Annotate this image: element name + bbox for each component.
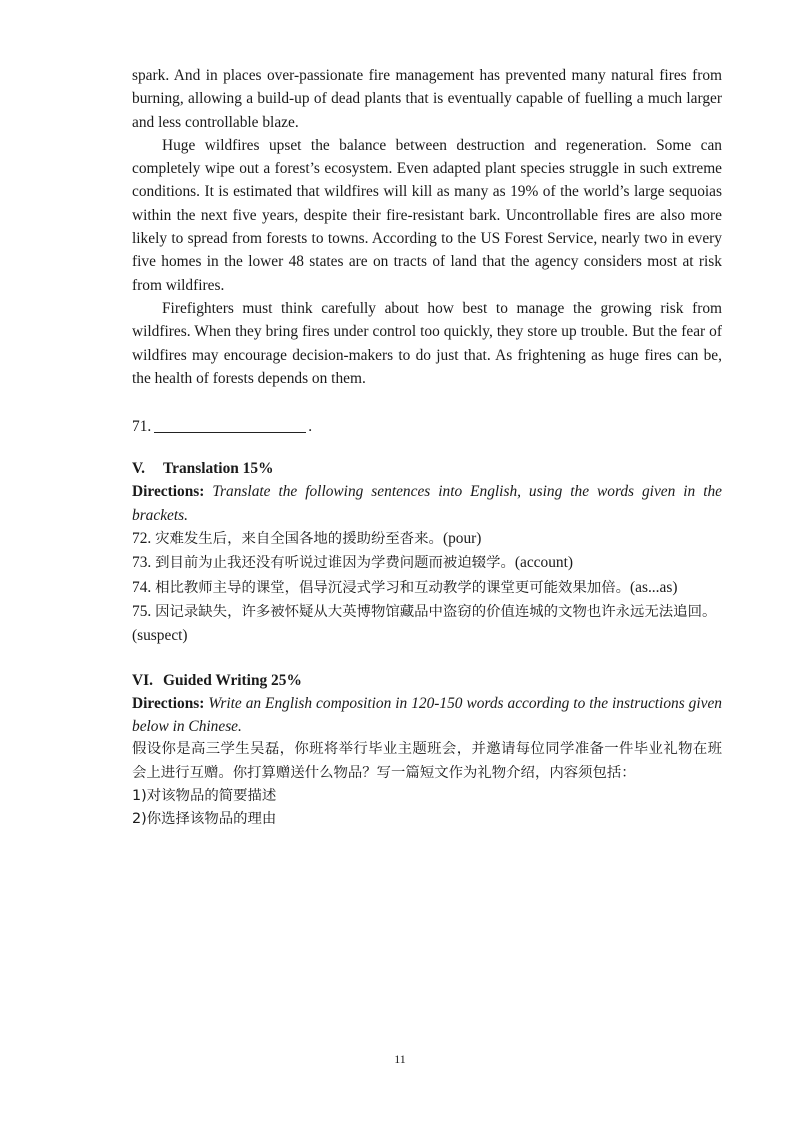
reading-paragraph: Firefighters must think carefully about how best to manage the growing risk from wildfires. When they bring fires under control too quickly, they store up trouble. But the fear of wildfires may encourage decision-makers to do just that. As frightening as huge fires can be, the health of forests depends on them. bbox=[132, 299, 722, 387]
translation-item-75 bbox=[132, 600, 722, 648]
translation-section-title: Translation 15% bbox=[163, 460, 274, 478]
question-71 bbox=[132, 414, 722, 438]
item-text: 到目前为止我还没有听说过谁因为学费问题而被迫辍学。 bbox=[155, 555, 515, 572]
item-text: 相比教师主导的课堂，倡导沉浸式学习和互动教学的课堂更可能效果加倍。 bbox=[155, 579, 631, 596]
directions-label: Directions: bbox=[132, 483, 205, 501]
item-hint: (pour) bbox=[442, 530, 482, 548]
reading-paragraph: spark. And in places over-passionate fire management has prevented many natural fires from burning, allowing a build-up of dead plants that is eventually capable of fuelling a much larger and less controllable blaze. bbox=[132, 67, 722, 131]
item-number: 75. bbox=[132, 602, 152, 620]
writing-section-number: VI. bbox=[132, 671, 153, 689]
item-text: 因记录缺失，许多被怀疑从大英博物馆藏品中盗窃的价值连城的文物也许永远无法追回。 bbox=[155, 603, 717, 620]
directions-text: Write an English composition in 120-150 words according to the instructions given below in Chinese. bbox=[132, 694, 722, 736]
reading-paragraph: Huge wildfires upset the balance between destruction and regeneration. Some can completely wipe out a forest’s ecosystem. Even adapted plant species struggle in such extreme conditions. It is estimated that wildfires will kill as many as 19% of the world’s large sequoias within the next five years, despite their fire-resistant bark. Uncontrollable fires are also more likely to spread from forests to towns. According to the US Forest Service, nearly two in every five homes in the lower 48 states are on tracts of land that the agency considers most at risk from wildfires. bbox=[132, 136, 722, 294]
writing-prompt: 假设你是高三学生吴磊，你班将举行毕业主题班会，并邀请每位同学准备一件毕业礼物在班会上进行互赠。你打算赠送什么物品？写一篇短文作为礼物介绍，内容须包括： bbox=[132, 741, 722, 781]
item-hint: (as...as) bbox=[630, 578, 678, 596]
writing-section-title: Guided Writing 25% bbox=[163, 671, 302, 689]
writing-heading bbox=[132, 669, 722, 692]
item-hint: (suspect) bbox=[132, 627, 188, 645]
item-text: 灾难发生后，来自全国各地的援助纷至沓来。 bbox=[155, 531, 443, 548]
question-71-number: 71. bbox=[132, 417, 152, 435]
translation-item-72 bbox=[132, 527, 722, 551]
translation-heading bbox=[132, 457, 722, 480]
translation-directions bbox=[132, 480, 722, 527]
question-71-end: . bbox=[308, 417, 313, 435]
item-number: 73. bbox=[132, 554, 152, 572]
answer-blank-71[interactable] bbox=[154, 417, 306, 433]
directions-text: Translate the following sentences into English, using the words given in the brackets. bbox=[132, 483, 722, 524]
item-number: 72. bbox=[132, 530, 152, 548]
page-content bbox=[132, 64, 722, 832]
writing-point-2: 2)你选择该物品的理由 bbox=[132, 811, 277, 828]
page-number: 11 bbox=[394, 1052, 406, 1066]
translation-item-74 bbox=[132, 576, 722, 600]
writing-point-1: 1)对该物品的简要描述 bbox=[132, 788, 277, 805]
writing-directions bbox=[132, 692, 722, 739]
translation-section-number: V. bbox=[132, 460, 145, 478]
item-number: 74. bbox=[132, 578, 152, 596]
item-hint: (account) bbox=[514, 554, 573, 572]
directions-label: Directions: bbox=[132, 694, 205, 712]
translation-item-73 bbox=[132, 551, 722, 575]
